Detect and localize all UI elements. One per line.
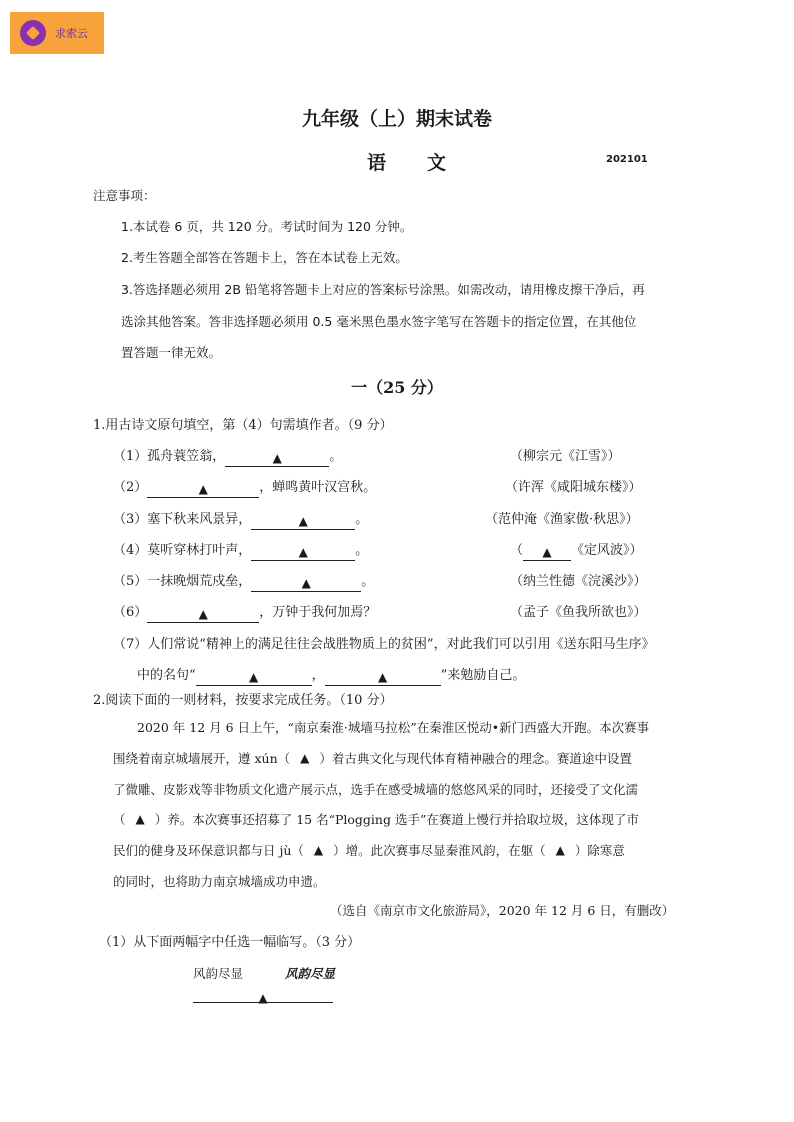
item-7-line-2: 中的名句“ ▲ ， ▲ ”来勉励自己。 [137, 668, 526, 684]
triangle-marker-icon: ▲ [298, 514, 308, 528]
source-citation: （孟子《鱼我所欲也》） [510, 605, 647, 620]
source-citation: （纳兰性德《浣溪沙》） [510, 574, 647, 589]
fill-line-4: （4）莫听穿林打叶声， ▲ 。 [113, 543, 369, 559]
brand-logo [10, 12, 104, 54]
note-item: 1.本试卷 6 页，共 120 分。考试时间为 120 分钟。 [121, 219, 413, 234]
source-citation: （柳宗元《江雪》） [510, 449, 621, 464]
triangle-marker-icon: ▲ [300, 751, 310, 765]
subject-title: 语 文 [367, 152, 448, 174]
source-citation: （许浑《咸阳城东楼》） [505, 480, 642, 495]
answer-blank[interactable] [325, 671, 441, 686]
answer-blank[interactable] [251, 546, 355, 561]
triangle-marker-icon: ▲ [198, 607, 208, 621]
question-1-stem: 1.用古诗文原句填空，第（4）句需填作者。（9 分） [93, 418, 393, 433]
passage-line: 民们的健身及环保意识都与日 jù（ ▲ ）增。此次赛事尽显秦淮风韵，在躯（ ▲ ）除寒意 [113, 843, 625, 858]
section-heading: 一（25 分） [351, 378, 443, 397]
answer-blank[interactable] [196, 671, 312, 686]
passage-line: （ ▲ ）养。本次赛事还招募了 15 名“Plogging 选手”在赛道上慢行并拾取垃圾，这体现了市 [113, 812, 639, 827]
copy-answer-blank[interactable] [193, 988, 333, 1003]
passage-line: 围绕着南京城墙展开，遵 xún（ ▲ ）着古典文化与现代体育精神融合的理念。赛道途中设置 [113, 751, 632, 766]
fill-line-3: （3）塞下秋来风景异， ▲ 。 [113, 512, 369, 528]
passage-line: 了微雕、皮影戏等非物质文化遗产展示点，选手在感受城墙的悠悠风采的同时，还接受了文化濡 [113, 782, 639, 797]
triangle-marker-icon: ▲ [135, 812, 145, 826]
notes-heading: 注意事项： [93, 188, 156, 203]
note-item: 置答题一律无效。 [121, 345, 222, 360]
fill-line-1: （1）孤舟蓑笠翁， ▲ 。 [113, 449, 343, 465]
triangle-marker-icon: ▲ [198, 482, 208, 496]
logo-icon [20, 20, 46, 46]
passage-line: 2020 年 12 月 6 日上午，“南京秦淮·城墙马拉松”在秦淮区悦动•新门西盛大开跑。本次赛事 [137, 720, 650, 735]
source-citation: （范仲淹《渔家傲·秋思》） [485, 512, 639, 527]
fill-line-6: （6） ▲ ，万钟于我何加焉？ [113, 605, 377, 621]
note-item: 2.考生答题全部答在答题卡上，答在本试卷上无效。 [121, 250, 408, 265]
sub-question-1: （1）从下面两幅字中任选一幅临写。（3 分） [99, 935, 361, 950]
answer-blank[interactable] [251, 515, 355, 530]
calligraphy-sample-b: 风韵尽显 [285, 966, 336, 981]
answer-blank[interactable] [147, 483, 259, 498]
triangle-marker-icon: ▲ [298, 545, 308, 559]
note-item: 3.答选择题必须用 2B 铅笔将答题卡上对应的答案标号涂黑。如需改动，请用橡皮擦干净后，再 [121, 282, 645, 297]
answer-blank[interactable] [147, 608, 259, 623]
fill-line-5: （5）一抹晚烟荒戍垒， ▲ 。 [113, 574, 375, 590]
triangle-marker-icon: ▲ [555, 843, 565, 857]
exam-title: 九年级（上）期末试卷 [301, 108, 492, 130]
answer-blank[interactable] [225, 452, 329, 467]
item-7-line-1: （7）人们常说“精神上的满足往往会战胜物质上的贫困”，对此我们可以引用《送东阳马生序》 [113, 637, 655, 652]
source-citation: （ ▲ 《定风波》） [510, 543, 643, 559]
note-item: 选涂其他答案。答非选择题必须用 0.5 毫米黑色墨水签字笔写在答题卡的指定位置，在其他位 [121, 314, 637, 329]
passage-line: 的同时，也将助力南京城墙成功申遗。 [113, 874, 326, 889]
triangle-marker-icon: ▲ [301, 576, 311, 590]
author-blank[interactable] [523, 546, 571, 561]
answer-blank[interactable] [251, 577, 361, 592]
fill-line-2: （2） ▲ ，蝉鸣黄叶汉宫秋。 [113, 480, 377, 496]
exam-code: 202101 [606, 154, 648, 165]
triangle-marker-icon: ▲ [313, 843, 324, 857]
logo-text: 求索云 [55, 27, 88, 40]
triangle-marker-icon: ▲ [249, 670, 259, 684]
passage-source: （选自《南京市文化旅游局》，2020 年 12 月 6 日，有删改） [330, 903, 675, 918]
triangle-marker-icon: ▲ [258, 991, 268, 1005]
triangle-marker-icon: ▲ [272, 451, 282, 465]
calligraphy-sample-a: 风韵尽显 [193, 966, 244, 981]
triangle-marker-icon: ▲ [378, 670, 388, 684]
question-2-stem: 2.阅读下面的一则材料，按要求完成任务。（10 分） [93, 693, 393, 708]
triangle-marker-icon: ▲ [542, 545, 552, 559]
